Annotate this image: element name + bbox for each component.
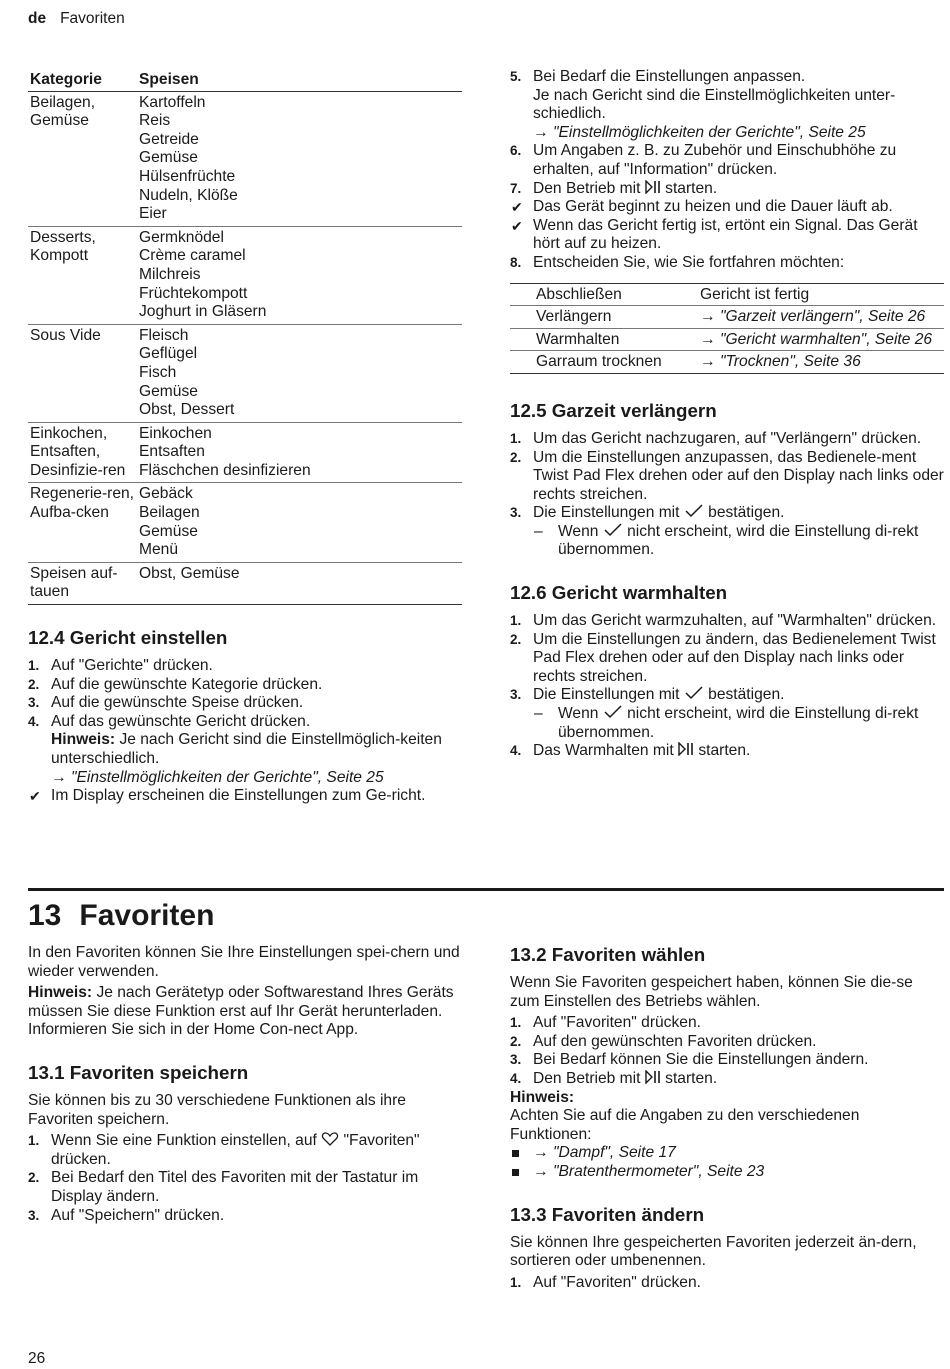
cross-reference[interactable] <box>28 769 462 788</box>
dish-item: Hülsenfrüchte <box>139 167 236 185</box>
steps-12-4-continued-3 <box>510 254 944 273</box>
step-text-start: Das Warmhalten mit <box>533 742 678 760</box>
table-header-dishes: Speisen <box>137 68 462 91</box>
steps-12-6-continued <box>510 742 944 761</box>
dishes-cell <box>137 483 462 562</box>
table-row <box>510 351 944 374</box>
step-text-start: Wenn Sie eine Funktion einstellen, auf <box>51 1132 322 1150</box>
dish-item: Gemüse <box>139 149 198 167</box>
dish-item: Einkochen <box>139 424 212 442</box>
chapter-divider <box>28 888 944 891</box>
table-row <box>28 324 462 422</box>
step-number: 2. <box>510 1033 522 1049</box>
table-row <box>28 226 462 324</box>
dash-text-start: Wenn <box>558 705 603 723</box>
step-text: Um die Einstellungen anzupassen, das Bedienele-ment Twist Pad Flex drehen oder auf den Display nach links oder rechts streichen. <box>533 448 944 503</box>
list-item <box>510 1274 944 1293</box>
dash-item <box>510 705 944 742</box>
step-text: Auf den gewünschten Favoriten drücken. <box>533 1032 817 1050</box>
note-label: Hinweis: <box>51 731 116 749</box>
step-number: 1. <box>510 1274 522 1290</box>
section-title-12-5: 12.5 Garzeit verlängern <box>510 399 717 421</box>
step-text: Entscheiden Sie, wie Sie fortfahren möchten: <box>533 253 845 271</box>
dish-item: Gebäck <box>139 485 193 503</box>
step-number: 6. <box>510 143 522 159</box>
category-cell: Speisen auf-tauen <box>28 562 137 604</box>
list-item <box>28 1169 462 1206</box>
step-text: Auf "Gerichte" drücken. <box>51 657 213 675</box>
list-item <box>510 142 944 179</box>
result-text: Das Gerät beginnt zu heizen und die Dauer läuft ab. <box>533 198 893 216</box>
list-item <box>28 713 462 732</box>
page-header <box>28 10 125 29</box>
steps-13-3 <box>510 1274 944 1293</box>
checkmark-result-icon: ✔ <box>511 199 523 216</box>
confirm-check-icon <box>603 705 623 719</box>
play-pause-icon <box>678 742 694 756</box>
list-item <box>510 180 944 199</box>
note-label-text: Hinweis: <box>510 1088 575 1106</box>
step-text-end: starten. <box>660 179 718 197</box>
dish-item: Menü <box>139 541 179 559</box>
table-header-category: Kategorie <box>28 68 137 91</box>
step-number: 3. <box>510 687 522 703</box>
bullet-square-icon <box>512 1169 519 1176</box>
result-text: Wenn das Gericht fertig ist, ertönt ein Signal. Das Gerät hört auf zu heizen. <box>533 216 918 253</box>
step-text-start: Die Einstellungen mit <box>533 504 684 522</box>
steps-13-2 <box>510 1014 944 1088</box>
dish-item: Milchreis <box>139 265 201 283</box>
reference-text: "Einstellmöglichkeiten der Gerichte", Seite 25 <box>70 768 384 786</box>
confirm-check-icon <box>684 504 704 518</box>
step-number: 1. <box>28 1133 40 1149</box>
confirm-check-icon <box>684 686 704 700</box>
dish-item: Fisch <box>139 363 177 381</box>
table-row <box>28 483 462 562</box>
step-text-start: Die Einstellungen mit <box>533 686 684 704</box>
dish-item: Joghurt in Gläsern <box>139 303 267 321</box>
page-number: 26 <box>28 1350 46 1367</box>
arrow-right-icon: → <box>700 353 720 371</box>
result-1 <box>510 198 944 217</box>
chapter-number: 13 <box>28 899 62 932</box>
dish-item: Geflügel <box>139 345 198 363</box>
note-text: Achten Sie auf die Angaben zu den verschiedenen Funktionen: <box>510 1107 860 1143</box>
bullet-square-icon <box>512 1150 519 1157</box>
list-item <box>28 1207 462 1226</box>
arrow-right-icon: → <box>700 308 720 326</box>
list-item <box>510 68 944 87</box>
dish-item: Kartoffeln <box>139 93 206 111</box>
chapter-intro: In den Favoriten können Sie Ihre Einstellungen spei-chern und wieder verwenden. <box>28 944 460 980</box>
confirm-check-icon <box>603 523 623 537</box>
step-subtext: Je nach Gericht sind die Einstellmöglichkeiten unter-schiedlich. <box>533 86 896 123</box>
step-number: 3. <box>510 505 522 521</box>
result-text: Im Display erscheinen die Einstellungen zum Ge-richt. <box>51 787 426 805</box>
note-12-4 <box>28 731 462 768</box>
option-label: Warmhalten <box>510 328 700 351</box>
dish-item: Crème caramel <box>139 247 246 265</box>
table-row <box>28 91 462 226</box>
step-text: Um das Gericht warmzuhalten, auf "Warmhalten" drücken. <box>533 612 937 630</box>
language-code: de <box>28 10 47 27</box>
dish-item: Fläschchen desinfizieren <box>139 461 311 479</box>
dish-item: Germknödel <box>139 228 224 246</box>
chapter-title <box>28 898 214 934</box>
list-item <box>510 631 944 687</box>
option-label: Garraum trocknen <box>510 351 700 374</box>
dash-marker: – <box>534 522 543 540</box>
list-item <box>510 1070 944 1089</box>
dash-item <box>510 523 944 560</box>
step-number: 2. <box>510 449 522 465</box>
step-text: Auf "Favoriten" drücken. <box>533 1014 701 1032</box>
step-text-end: starten. <box>660 1069 718 1087</box>
list-item <box>28 694 462 713</box>
table-row <box>510 328 944 351</box>
step-number: 3. <box>28 1207 40 1223</box>
table-row <box>510 306 944 329</box>
arrow-right-icon: → <box>700 330 720 348</box>
list-item <box>510 612 944 631</box>
list-item <box>510 1051 944 1070</box>
step-number: 1. <box>28 658 40 674</box>
option-label: Abschließen <box>510 283 700 306</box>
dish-item: Beilagen <box>139 504 200 522</box>
step-text: Auf "Speichern" drücken. <box>51 1206 225 1224</box>
left-column-bottom <box>28 944 462 1225</box>
category-cell: Desserts, Kompott <box>28 226 137 324</box>
step-text: Um Angaben z. B. zu Zubehör und Einschubhöhe zu erhalten, auf "Information" drücken. <box>533 142 897 178</box>
dish-item: Obst, Dessert <box>139 401 235 419</box>
note-text: Je nach Gericht sind die Einstellmöglich-keiten unterschiedlich. <box>51 731 442 767</box>
dash-text-start: Wenn <box>558 522 603 540</box>
reference-text: "Gericht warmhalten", Seite 26 <box>719 330 933 348</box>
dishes-cell <box>137 91 462 226</box>
list-item <box>510 254 944 273</box>
step-text: Bei Bedarf können Sie die Einstellungen ändern. <box>533 1051 869 1069</box>
list-item <box>510 1033 944 1052</box>
dishes-cell <box>137 324 462 422</box>
section-title-13-1: 13.1 Favoriten speichern <box>28 1061 249 1083</box>
step-text-end: "Favoriten" drücken. <box>51 1132 420 1168</box>
list-item <box>510 1014 944 1033</box>
steps-12-4-continued <box>510 68 944 87</box>
reference-text: "Trocknen", Seite 36 <box>719 353 861 371</box>
step-text: Um das Gericht nachzugaren, auf "Verlängern" drücken. <box>533 429 922 447</box>
steps-12-5 <box>510 430 944 523</box>
step-number: 2. <box>28 676 40 692</box>
step-number: 4. <box>510 743 522 759</box>
step-number: 8. <box>510 254 522 270</box>
arrow-right-icon: → <box>533 123 553 141</box>
dish-item: Fleisch <box>139 326 189 344</box>
list-item <box>510 504 944 523</box>
step-text: Bei Bedarf den Titel des Favoriten mit der Tastatur im Display ändern. <box>51 1169 419 1205</box>
dish-item: Getreide <box>139 130 199 148</box>
dishes-cell <box>137 562 462 604</box>
step-number: 2. <box>510 631 522 647</box>
step-text-end: bestätigen. <box>703 504 785 522</box>
section-intro: Wenn Sie Favoriten gespeichert haben, können Sie die-se zum Einstellen des Betriebs wählen. <box>510 974 913 1010</box>
category-cell: Sous Vide <box>28 324 137 422</box>
list-item <box>28 1132 462 1169</box>
header-section: Favoriten <box>60 10 125 27</box>
dish-item: Eier <box>139 205 167 223</box>
step-number: 3. <box>28 695 40 711</box>
step-text-start: Den Betrieb mit <box>533 179 645 197</box>
heart-icon <box>321 1132 339 1146</box>
section-title-12-6: 12.6 Gericht warmhalten <box>510 582 728 604</box>
category-cell: Beilagen, Gemüse <box>28 91 137 226</box>
note-label: Hinweis: <box>28 984 93 1002</box>
step-number: 1. <box>510 430 522 446</box>
section-intro: Sie können Ihre gespeicherten Favoriten jederzeit än-dern, sortieren oder umbenennen. <box>510 1233 917 1270</box>
result-12-4 <box>28 787 462 806</box>
list-item <box>510 430 944 449</box>
right-column-top <box>510 68 944 761</box>
arrow-right-icon: → <box>533 1162 553 1180</box>
arrow-right-icon: → <box>51 768 71 786</box>
option-value[interactable] <box>700 306 944 329</box>
chapter-note <box>28 984 462 1040</box>
list-item <box>28 657 462 676</box>
play-pause-icon <box>645 1070 661 1084</box>
right-column-bottom <box>510 944 944 1292</box>
reference-text: "Einstellmöglichkeiten der Gerichte", Seite 25 <box>552 123 866 141</box>
step-number: 2. <box>28 1170 40 1186</box>
table-row <box>28 422 462 483</box>
step-text-start: Den Betrieb mit <box>533 1069 645 1087</box>
play-pause-icon <box>645 180 661 194</box>
option-value[interactable] <box>700 351 944 374</box>
step-text: Auf "Favoriten" drücken. <box>533 1273 701 1291</box>
table-header-row <box>28 68 462 91</box>
category-table <box>28 68 462 605</box>
dish-item: Gemüse <box>139 522 198 540</box>
step-number: 1. <box>510 1015 522 1031</box>
list-item <box>510 686 944 705</box>
dish-item: Reis <box>139 112 171 130</box>
step-text: Bei Bedarf die Einstellungen anpassen. <box>533 68 806 85</box>
step-text: Auf die gewünschte Kategorie drücken. <box>51 675 323 693</box>
section-title-13-2: 13.2 Favoriten wählen <box>510 944 706 965</box>
option-label: Verlängern <box>510 306 700 329</box>
table-row <box>28 562 462 604</box>
note-label <box>510 1089 944 1108</box>
chapter-name: Favoriten <box>79 899 215 932</box>
step-text-end: starten. <box>694 742 751 760</box>
step-number: 7. <box>510 180 522 196</box>
step-number: 5. <box>510 69 522 84</box>
steps-12-6 <box>510 612 944 705</box>
checkmark-result-icon: ✔ <box>29 788 41 805</box>
dish-item: Früchtekompott <box>139 284 248 302</box>
result-2 <box>510 217 944 254</box>
list-item <box>28 676 462 695</box>
dash-text-end: nicht erscheint, wird die Einstellung di-rekt übernommen. <box>558 705 919 741</box>
section-intro: Sie können bis zu 30 verschiedene Funktionen als ihre Favoriten speichern. <box>28 1091 406 1128</box>
category-cell: Regenerie-ren, Aufba-cken <box>28 483 137 562</box>
options-table-body <box>510 283 944 373</box>
step-number: 3. <box>510 1052 522 1068</box>
step-number: 4. <box>510 1070 522 1086</box>
arrow-right-icon: → <box>533 1144 553 1162</box>
dash-marker: – <box>534 705 543 723</box>
left-column-top <box>28 68 462 806</box>
section-title-12-4: 12.4 Gericht einstellen <box>28 627 228 649</box>
list-item <box>510 449 944 505</box>
dish-item: Obst, Gemüse <box>139 564 240 582</box>
step-text: Um die Einstellungen zu ändern, das Bedienelement Twist Pad Flex drehen oder auf den Display nach links oder rechts streichen. <box>533 630 936 685</box>
section-title-13-3: 13.3 Favoriten ändern <box>510 1203 705 1225</box>
reference-text: "Dampf", Seite 17 <box>552 1144 676 1162</box>
table-row <box>510 283 944 306</box>
dish-item: Nudeln, Klöße <box>139 186 238 204</box>
dish-item: Gemüse <box>139 382 198 400</box>
step-text: Auf das gewünschte Gericht drücken. <box>51 712 311 730</box>
option-value: Gericht ist fertig <box>700 283 944 306</box>
dishes-cell <box>137 226 462 324</box>
step-number: 4. <box>28 713 40 729</box>
cross-reference[interactable] <box>510 1163 944 1182</box>
checkmark-result-icon: ✔ <box>511 217 523 234</box>
cross-reference[interactable] <box>510 124 944 143</box>
category-cell: Einkochen, Entsaften, Desinfizie-ren <box>28 422 137 483</box>
options-table <box>510 283 944 374</box>
step-number: 1. <box>510 613 522 629</box>
steps-12-4 <box>28 657 462 731</box>
note-text: Je nach Gerätetyp oder Softwarestand Ihres Geräts müssen Sie diese Funktion erst auf Ihr Gerät herunterladen. Informieren Sie sich in der Home Con-nect App. <box>28 984 454 1039</box>
option-value[interactable] <box>700 328 944 351</box>
dishes-cell <box>137 422 462 483</box>
category-table-body <box>28 91 462 604</box>
steps-12-4-continued-2 <box>510 142 944 198</box>
reference-text: "Bratenthermometer", Seite 23 <box>552 1162 765 1180</box>
steps-13-1 <box>28 1132 462 1225</box>
cross-reference[interactable] <box>510 1144 944 1163</box>
step-text: Auf die gewünschte Speise drücken. <box>51 694 304 712</box>
dash-text-end: nicht erscheint, wird die Einstellung di-rekt übernommen. <box>558 522 919 559</box>
list-item <box>510 742 944 761</box>
step-text-end: bestätigen. <box>703 686 785 704</box>
dish-item: Entsaften <box>139 443 205 461</box>
reference-text: "Garzeit verlängern", Seite 26 <box>719 308 926 326</box>
